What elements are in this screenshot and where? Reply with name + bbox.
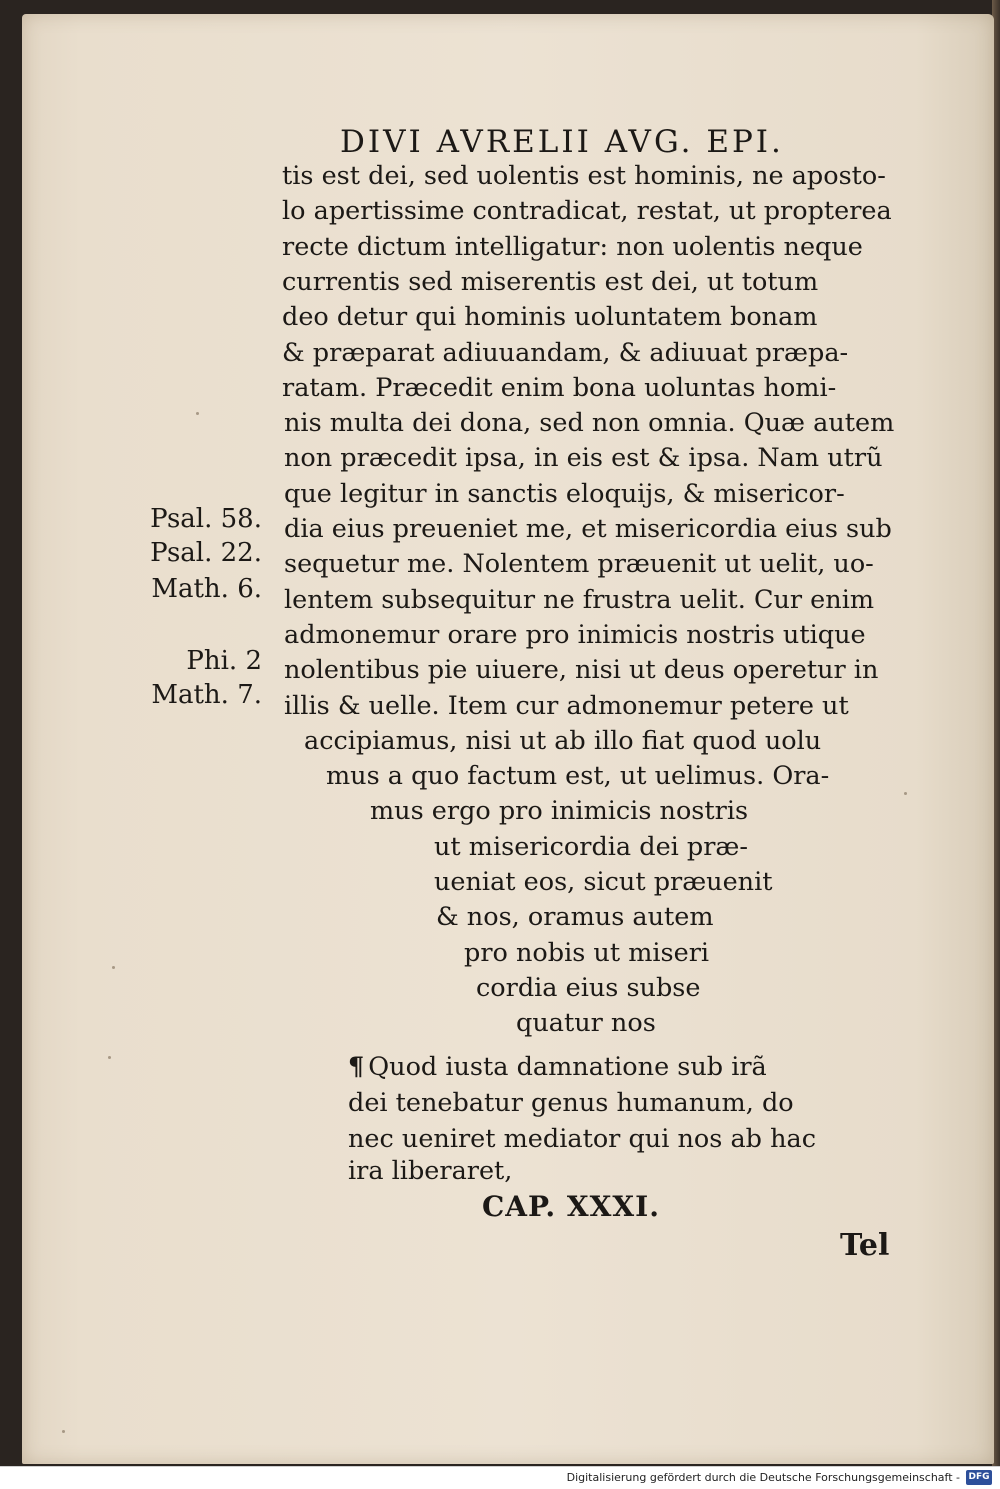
body-line: admonemur orare pro inimicis nostris utique — [284, 620, 866, 650]
pilcrow-mark: ¶ — [348, 1052, 365, 1082]
dfg-logo: DFG — [966, 1470, 992, 1485]
body-line: nis multa dei dona, sed non omnia. Quæ autem — [284, 408, 895, 438]
body-line: ratam. Præcedit enim bona uoluntas homi- — [282, 373, 837, 403]
margin-note: Math. 7. — [151, 680, 262, 710]
body-line: accipiamus, nisi ut ab illo fiat quod uolu — [304, 726, 822, 756]
body-line: ut misericordia dei præ- — [434, 832, 749, 862]
body-line: recte dictum intelligatur: non uolentis neque — [282, 232, 863, 262]
body-line: & præparat adiuuandam, & adiuuat præpa- — [282, 338, 849, 368]
body-line: & nos, oramus autem — [436, 902, 714, 932]
paper-speck — [904, 792, 907, 795]
paper-speck — [62, 1430, 65, 1433]
margin-note: Phi. 2 — [186, 646, 262, 676]
body-line: currentis sed miserentis est dei, ut totum — [282, 267, 819, 297]
funding-credit: Digitalisierung gefördert durch die Deutsche Forschungsgemeinschaft - — [566, 1471, 960, 1484]
body-line: lentem subsequitur ne frustra uelit. Cur enim — [284, 585, 875, 615]
body-line: que legitur in sanctis eloquijs, & misericor- — [284, 479, 845, 509]
body-line: cordia eius subse — [476, 973, 701, 1003]
margin-note: Psal. 22. — [150, 538, 262, 568]
running-head: DIVI AVRELII AVG. EPI. — [340, 124, 784, 160]
footer-bar — [0, 1466, 1000, 1489]
catchword: Tel — [840, 1228, 890, 1263]
chapter-heading-line: ira liberaret, — [348, 1156, 513, 1186]
body-line: mus a quo factum est, ut uelimus. Ora- — [326, 761, 830, 791]
body-line: non præcedit ipsa, in eis est & ipsa. Nam utrũ — [284, 443, 883, 473]
body-line: illis & uelle. Item cur admonemur petere ut — [284, 691, 849, 721]
body-line: quatur nos — [516, 1008, 656, 1038]
body-line: nolentibus pie uiuere, nisi ut deus operetur in — [284, 655, 879, 685]
paper-speck — [112, 966, 115, 969]
chapter-heading-line: nec ueniret mediator qui nos ab hac — [348, 1124, 816, 1154]
paper-speck — [196, 412, 199, 415]
body-line: lo apertissime contradicat, restat, ut propterea — [282, 196, 892, 226]
chapter-heading-line: dei tenebatur genus humanum, do — [348, 1088, 794, 1118]
body-line: dia eius preueniet me, et misericordia eius sub — [284, 514, 892, 544]
paper-speck — [108, 1056, 111, 1059]
body-line: sequetur me. Nolentem præuenit ut uelit, uo- — [284, 549, 874, 579]
body-line: deo detur qui hominis uoluntatem bonam — [282, 302, 818, 332]
body-line: mus ergo pro inimicis nostris — [370, 796, 749, 826]
body-line: ueniat eos, sicut præuenit — [434, 867, 773, 897]
chapter-label: CAP. XXXI. — [482, 1190, 660, 1223]
body-line: pro nobis ut miseri — [464, 938, 710, 968]
margin-note: Psal. 58. — [150, 504, 262, 534]
margin-note: Math. 6. — [151, 574, 262, 604]
body-line: tis est dei, sed uolentis est hominis, ne aposto- — [282, 161, 886, 191]
chapter-heading-line: ¶ Quod iusta damnatione sub irã — [348, 1052, 767, 1082]
